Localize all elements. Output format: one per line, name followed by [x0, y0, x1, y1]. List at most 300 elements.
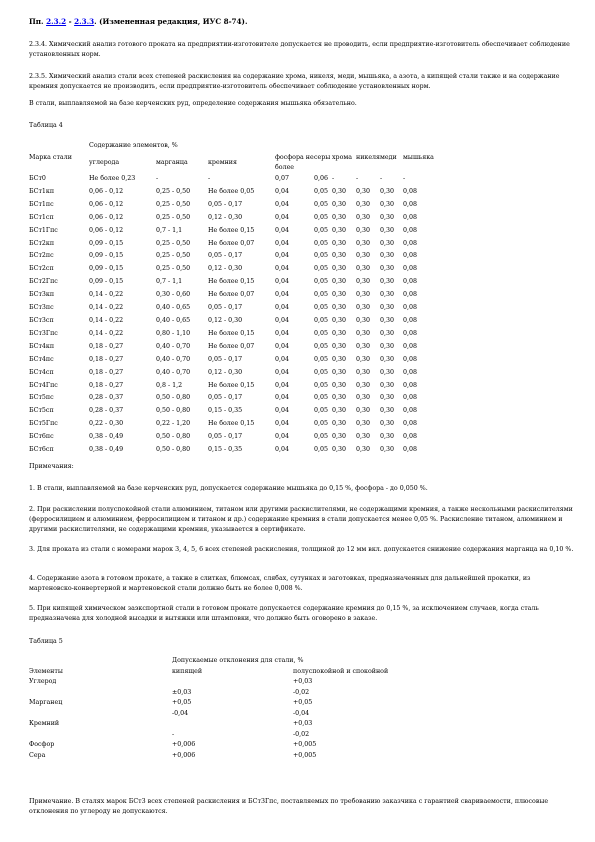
- table4-cell-grade: БСт2кп: [29, 239, 55, 247]
- table4-cell-carbon: 0,18 - 0,27: [89, 342, 124, 350]
- table4-cell-sulfur: 0,05: [314, 187, 329, 195]
- link-2-3-2[interactable]: 2.3.2: [46, 17, 67, 26]
- table4-cell-copper: 0,30: [380, 200, 395, 208]
- table4-cell-nickel: 0,30: [356, 226, 371, 234]
- table4-cell-grade: БСт3кп: [29, 291, 55, 299]
- table4-cell-arsenic: 0,08: [403, 304, 418, 312]
- table4-cell-manganese: 0,25 - 0,50: [156, 252, 191, 260]
- table4-cell-nickel: 0,30: [356, 381, 371, 389]
- table5-row: [29, 677, 433, 688]
- table4-cell-carbon: 0,22 - 0,30: [89, 420, 124, 428]
- section-header: [29, 17, 574, 27]
- table4-cell-arsenic: 0,08: [403, 394, 418, 402]
- table5-element-name: Сера: [29, 751, 46, 759]
- table4-cell-phosphorus: 0,04: [275, 381, 290, 389]
- table4-cell-manganese: 0,50 - 0,80: [156, 407, 191, 415]
- table4-cell-copper: 0,30: [380, 342, 395, 350]
- table4-cell-chromium: 0,30: [332, 278, 347, 286]
- table5-boiling-value: +0,006: [172, 741, 196, 748]
- table4-cell-phosphorus: 0,04: [275, 278, 290, 286]
- table4-cell-sulfur: 0,06: [314, 175, 329, 182]
- table4-cell-arsenic: 0,08: [403, 200, 418, 208]
- table4-col-grade: Марка стали: [29, 154, 72, 161]
- table4-col-manganese: марганца: [156, 159, 188, 166]
- table5-boiling-value: [172, 677, 293, 688]
- table4-cell-silicon: 0,05 - 0,17: [208, 304, 243, 312]
- table4-cell-grade: БСт3сп: [29, 316, 54, 324]
- table4-cell-manganese: 0,40 - 0,70: [156, 355, 191, 363]
- table4-row: [29, 186, 443, 199]
- table4-cell-nickel: 0,30: [356, 329, 371, 337]
- table4-row: [29, 263, 443, 276]
- table4-cell-manganese: 0,40 - 0,65: [156, 304, 191, 312]
- table4-cell-chromium: 0,30: [332, 252, 347, 260]
- table4-cell-arsenic: 0,08: [403, 342, 418, 350]
- table4-cell-manganese: 0,40 - 0,65: [156, 316, 191, 324]
- table4-cell-sulfur: 0,05: [314, 407, 329, 415]
- table4-cell-carbon: 0,14 - 0,22: [89, 329, 124, 337]
- table4-cell-copper: 0,30: [380, 420, 395, 428]
- table4-cell-silicon: 0,12 - 0,30: [208, 368, 243, 376]
- table4-cell-arsenic: 0,08: [403, 187, 418, 195]
- table4-cell-grade: БСт1пс: [29, 200, 54, 208]
- table4-cell-grade: БСт3пс: [29, 304, 54, 312]
- table4-cell-phosphorus: 0,04: [275, 239, 290, 247]
- table4-cell-copper: 0,30: [380, 187, 395, 195]
- table4-cell-chromium: 0,30: [332, 394, 347, 402]
- table4-cell-silicon: 0,05 - 0,17: [208, 200, 243, 208]
- table4-cell-sulfur: 0,05: [314, 420, 329, 428]
- table4-cell-carbon: Не более 0,23: [89, 175, 136, 182]
- table4-cell-manganese: 0,7 - 1,1: [156, 226, 183, 234]
- note-1: 1. В стали, выплавляемой на базе керченских руд, допускается содержание мышьяка до 0,15 %, фосфора - до 0,050 %.: [29, 485, 428, 492]
- table4-cell-nickel: 0,30: [356, 407, 371, 415]
- table4-cell-grade: БСт2пс: [29, 252, 54, 260]
- table5-col-semi: полуспокойной и спокойной: [293, 667, 389, 675]
- table4-cell-arsenic: 0,08: [403, 265, 418, 273]
- table4-cell-phosphorus: 0,04: [275, 200, 290, 208]
- table4-cell-phosphorus: 0,04: [275, 420, 290, 428]
- table5-boiling-value: +0,05: [172, 699, 192, 706]
- table4-cell-phosphorus: 0,04: [275, 407, 290, 415]
- note-4: 4. Содержание азота в готовом прокате, а также в слитках, блюмсах, слябах, сутунках и заготовках, предназначенных для дальнейшей прокатки, из мартеновско-конвертерной и мартеновской стали должно быть не более 0,008 %.: [29, 575, 531, 592]
- table4-cell-copper: 0,30: [380, 381, 395, 389]
- table4-row: [29, 276, 443, 289]
- table4-cell-carbon: 0,14 - 0,22: [89, 316, 124, 324]
- table4-cell-manganese: 0,40 - 0,70: [156, 342, 191, 350]
- table4-col-silicon: кремния: [208, 159, 237, 166]
- table4-cell-copper: 0,30: [380, 226, 395, 234]
- table4-cell-silicon: 0,12 - 0,30: [208, 265, 243, 273]
- table4-cell-phosphorus: 0,04: [275, 226, 290, 234]
- table4-cell-copper: 0,30: [380, 252, 395, 260]
- table4-cell-manganese: 0,25 - 0,50: [156, 187, 191, 195]
- table4-cell-carbon: 0,28 - 0,37: [89, 407, 124, 415]
- table4-row: [29, 380, 443, 393]
- table4-cell-carbon: 0,09 - 0,15: [89, 239, 124, 247]
- table5-semi-value: +0,005: [293, 751, 317, 759]
- table4-cell-copper: 0,30: [380, 433, 395, 441]
- table4-row: [29, 431, 443, 444]
- header-dash: -: [66, 17, 75, 26]
- table4-cell-chromium: 0,30: [332, 407, 347, 415]
- table5-col-element: Элементы: [29, 667, 63, 675]
- table4-cell-silicon: Не более 0,07: [208, 291, 255, 299]
- header-prefix: Пп.: [29, 17, 44, 26]
- table5-element-name: Марганец: [29, 699, 63, 706]
- table4-cell-copper: -: [380, 175, 383, 182]
- paragraph-arsenic: В стали, выплавляемой на базе керченских руд, определение содержания мышьяка обязательно.: [29, 100, 357, 107]
- table4-cell-grade: БСт2сп: [29, 265, 54, 273]
- table4-row: [29, 341, 443, 354]
- table4-row: [29, 405, 443, 418]
- table4-cell-carbon: 0,28 - 0,37: [89, 394, 124, 402]
- table4-cell-nickel: 0,30: [356, 213, 371, 221]
- table4-cell-chromium: 0,30: [332, 355, 347, 363]
- table4-cell-grade: БСт1сп: [29, 213, 54, 221]
- table4-cell-grade: БСт3Гпс: [29, 329, 58, 337]
- table4-cell-carbon: 0,38 - 0,49: [89, 446, 124, 454]
- table4-cell-copper: 0,30: [380, 278, 395, 286]
- table4-cell-chromium: 0,30: [332, 200, 347, 208]
- table5-row: [29, 719, 433, 730]
- table5-semi-value: +0,005: [293, 741, 317, 748]
- table4-cell-manganese: 0,22 - 1,20: [156, 420, 191, 428]
- table5-row: [29, 740, 433, 751]
- table4-cell-nickel: 0,30: [356, 355, 371, 363]
- table4-cell-carbon: 0,06 - 0,12: [89, 187, 124, 195]
- table4-cell-chromium: 0,30: [332, 291, 347, 299]
- table4-cell-sulfur: 0,05: [314, 278, 329, 286]
- table4-cell-grade: БСт4пс: [29, 355, 54, 363]
- table4-cell-copper: 0,30: [380, 213, 395, 221]
- table4-cell-sulfur: 0,05: [314, 239, 329, 247]
- table-4: [29, 141, 443, 457]
- table5-empty-cell: [29, 688, 172, 699]
- table4-cell-arsenic: 0,08: [403, 329, 418, 337]
- table4-col-chromium: хрома: [332, 154, 353, 161]
- table4-cell-chromium: -: [332, 175, 335, 182]
- table4-cell-arsenic: 0,08: [403, 446, 418, 454]
- table4-cell-manganese: -: [156, 175, 159, 182]
- table4-cell-sulfur: 0,05: [314, 355, 329, 363]
- table4-cell-manganese: 0,25 - 0,50: [156, 265, 191, 273]
- table4-cell-copper: 0,30: [380, 265, 395, 273]
- table4-col-copper: меди: [380, 154, 397, 161]
- table4-row: [29, 315, 443, 328]
- note-2: 2. При раскислении полуспокойной стали алюминием, титаном или другими раскислителями, не содержащими кремния, а также нескольными раскислителями (ферросилицием и алюминием, ферросилицием и титаном и др.) содержание кремния в стали допускается менее 0,05 %. Раскисление титаном, алюминием и другими раскислителями, не содержащими кремния, указывается в сертификате.: [29, 506, 573, 533]
- table4-cell-arsenic: 0,08: [403, 381, 418, 389]
- table4-cell-phosphorus: 0,04: [275, 291, 290, 299]
- table5-element-name: Фосфор: [29, 741, 55, 748]
- table4-cell-nickel: 0,30: [356, 200, 371, 208]
- table4-cell-phosphorus: 0,04: [275, 368, 290, 376]
- table4-cell-grade: БСт5сп: [29, 407, 54, 415]
- table4-cell-sulfur: 0,05: [314, 329, 329, 337]
- table4-cell-phosphorus: 0,04: [275, 213, 290, 221]
- table4-cell-grade: БСт6пс: [29, 433, 54, 441]
- table4-cell-phosphorus: 0,04: [275, 252, 290, 260]
- table4-cell-nickel: 0,30: [356, 394, 371, 402]
- table5-row: [29, 730, 433, 741]
- table4-cell-grade: БСт4кп: [29, 342, 55, 350]
- table4-cell-arsenic: 0,08: [403, 239, 418, 247]
- table4-cell-chromium: 0,30: [332, 226, 347, 234]
- table4-cell-manganese: 0,80 - 1,10: [156, 329, 191, 337]
- table4-cell-manganese: 0,50 - 0,80: [156, 394, 191, 402]
- table4-cell-nickel: 0,30: [356, 291, 371, 299]
- table4-cell-chromium: 0,30: [332, 329, 347, 337]
- note-5: 5. При кипящей химическом заэкспортной стали в готовом прокате допускается содержание кремния до 0,15 %, за исключением случаев, когда сталь предназначена для холодной высадки и вытяжки или штамповки, что должно быть оговорено в заказе.: [29, 605, 539, 622]
- table4-cell-copper: 0,30: [380, 407, 395, 415]
- table4-row: [29, 250, 443, 263]
- table4-row: [29, 392, 443, 405]
- table4-cell-manganese: 0,25 - 0,50: [156, 200, 191, 208]
- table4-cell-grade: БСт6сп: [29, 446, 54, 454]
- table4-cell-manganese: 0,40 - 0,70: [156, 368, 191, 376]
- table4-cell-chromium: 0,30: [332, 213, 347, 221]
- table4-cell-nickel: 0,30: [356, 187, 371, 195]
- table4-cell-silicon: Не более 0,07: [208, 239, 255, 247]
- table4-cell-carbon: 0,18 - 0,27: [89, 355, 124, 363]
- table4-row: [29, 444, 443, 457]
- table4-cell-phosphorus: 0,04: [275, 304, 290, 312]
- table4-cell-phosphorus: 0,04: [275, 316, 290, 324]
- table5-caption: Таблица 5: [29, 638, 63, 645]
- table4-cell-phosphorus: 0,04: [275, 265, 290, 273]
- table4-cell-arsenic: 0,08: [403, 316, 418, 324]
- table4-cell-grade: БСт4сп: [29, 368, 54, 376]
- table4-row: [29, 367, 443, 380]
- table5-boiling-value: -: [172, 730, 175, 738]
- table4-cell-grade: БСт1кп: [29, 187, 55, 195]
- table4-cell-manganese: 0,25 - 0,50: [156, 239, 191, 247]
- table4-cell-silicon: 0,15 - 0,35: [208, 446, 243, 454]
- table4-cell-sulfur: 0,05: [314, 200, 329, 208]
- notes-title: Примечания:: [29, 463, 74, 470]
- table4-cell-copper: 0,30: [380, 316, 395, 324]
- table4-row: [29, 289, 443, 302]
- table4-cell-chromium: 0,30: [332, 304, 347, 312]
- table4-cell-phosphorus: 0,04: [275, 187, 290, 195]
- table4-cell-carbon: 0,14 - 0,22: [89, 291, 124, 299]
- table4-cell-phosphorus: 0,07: [275, 175, 290, 182]
- table4-cell-chromium: 0,30: [332, 420, 347, 428]
- table4-cell-carbon: 0,18 - 0,27: [89, 368, 124, 376]
- table4-cell-nickel: 0,30: [356, 304, 371, 312]
- table4-cell-manganese: 0,8 - 1,2: [156, 381, 183, 389]
- table4-cell-silicon: 0,15 - 0,35: [208, 407, 243, 415]
- table4-cell-carbon: 0,09 - 0,15: [89, 265, 124, 273]
- table4-cell-nickel: 0,30: [356, 265, 371, 273]
- table4-cell-phosphorus: 0,04: [275, 394, 290, 402]
- table4-cell-silicon: 0,05 - 0,17: [208, 355, 243, 363]
- table4-cell-sulfur: 0,05: [314, 381, 329, 389]
- table4-cell-phosphorus: 0,04: [275, 433, 290, 441]
- table4-cell-silicon: Не более 0,15: [208, 226, 255, 234]
- table4-cell-copper: 0,30: [380, 368, 395, 376]
- table4-cell-chromium: 0,30: [332, 446, 347, 454]
- table4-cell-sulfur: 0,05: [314, 213, 329, 221]
- table4-cell-copper: 0,30: [380, 291, 395, 299]
- paragraph-2-3-4: 2.3.4. Химический анализ готового проката на предприятии-изготовителе допускается не проводить, если предприятие-изготовитель обеспечивает соблюдение установленных норм.: [29, 41, 570, 58]
- table4-cell-phosphorus: 0,04: [275, 342, 290, 350]
- table5-element-name: Углерод: [29, 678, 57, 685]
- table5-empty-cell: [29, 730, 172, 741]
- table4-cell-nickel: 0,30: [356, 252, 371, 260]
- table4-cell-grade: БСт1Гпс: [29, 226, 58, 234]
- table4-row: [29, 212, 443, 225]
- table4-cell-carbon: 0,06 - 0,12: [89, 226, 124, 234]
- table4-cell-copper: 0,30: [380, 304, 395, 312]
- table4-col-arsenic: мышьяка: [403, 154, 434, 161]
- table4-cell-carbon: 0,06 - 0,12: [89, 200, 124, 208]
- table4-row: [29, 418, 443, 431]
- table4-cell-manganese: 0,7 - 1,1: [156, 278, 183, 286]
- table4-cell-chromium: 0,30: [332, 433, 347, 441]
- table4-cell-carbon: 0,06 - 0,12: [89, 213, 124, 221]
- table4-cell-arsenic: 0,08: [403, 433, 418, 441]
- table4-cell-chromium: 0,30: [332, 342, 347, 350]
- table4-cell-sulfur: 0,05: [314, 368, 329, 376]
- note-3: 3. Для проката из стали с номерами марок 3, 4, 5, 6 всех степеней раскисления, толщиной до 12 мм вкл. допускается снижение содержания марганца на 0,10 %.: [29, 546, 574, 553]
- table4-cell-sulfur: 0,05: [314, 291, 329, 299]
- table4-cell-chromium: 0,30: [332, 239, 347, 247]
- table4-cell-grade: БСт5Гпс: [29, 420, 58, 428]
- table4-cell-silicon: 0,12 - 0,30: [208, 316, 243, 324]
- table4-cell-phosphorus: 0,04: [275, 355, 290, 363]
- table4-cell-arsenic: 0,08: [403, 291, 418, 299]
- link-2-3-3[interactable]: 2.3.3: [74, 17, 95, 26]
- table5-footnote: Примечание. В сталях марок БСт3 всех степеней раскисления и БСт3Гпс, поставляемых по требованию заказчика с гарантией свариваемости, плюсовые отклонения по углероду не допускаются.: [29, 798, 549, 815]
- table4-cell-sulfur: 0,05: [314, 316, 329, 324]
- table4-cell-arsenic: 0,08: [403, 278, 418, 286]
- table4-cell-grade: БСт4Гпс: [29, 381, 58, 389]
- table4-cell-silicon: Не более 0,15: [208, 381, 255, 389]
- table5-boiling-value: +0,006: [172, 751, 196, 759]
- table4-col-sulfur: серы: [314, 154, 331, 161]
- table4-row: [29, 173, 443, 186]
- table4-cell-sulfur: 0,05: [314, 304, 329, 312]
- table4-cell-arsenic: 0,08: [403, 226, 418, 234]
- table4-cell-nickel: 0,30: [356, 239, 371, 247]
- table4-cell-arsenic: 0,08: [403, 420, 418, 428]
- table4-cell-nickel: 0,30: [356, 446, 371, 454]
- table4-cell-sulfur: 0,05: [314, 265, 329, 273]
- table4-cell-silicon: 0,05 - 0,17: [208, 394, 243, 402]
- table4-cell-carbon: 0,14 - 0,22: [89, 304, 124, 312]
- table4-cell-copper: 0,30: [380, 446, 395, 454]
- table5-semi-value: +0,03: [293, 720, 313, 727]
- table4-row: [29, 238, 443, 251]
- table4-cell-silicon: Не более 0,15: [208, 278, 255, 286]
- table4-cell-carbon: 0,38 - 0,49: [89, 433, 124, 441]
- table5-boiling-value: ±0,03: [172, 688, 192, 696]
- table4-row: [29, 354, 443, 367]
- table4-cell-nickel: 0,30: [356, 368, 371, 376]
- table-5: [29, 656, 433, 761]
- table4-cell-silicon: Не более 0,07: [208, 342, 255, 350]
- table4-row: [29, 199, 443, 212]
- table5-boiling-value: -0,04: [172, 709, 189, 717]
- table4-cell-grade: БСт0: [29, 175, 46, 182]
- table4-cell-sulfur: 0,05: [314, 252, 329, 260]
- table4-cell-carbon: 0,09 - 0,15: [89, 278, 124, 286]
- table5-row: [29, 709, 433, 720]
- table4-cell-nickel: 0,30: [356, 342, 371, 350]
- table4-cell-silicon: Не более 0,15: [208, 420, 255, 428]
- table4-cell-copper: 0,30: [380, 329, 395, 337]
- table5-semi-value: -0,02: [293, 688, 310, 696]
- table4-cell-sulfur: 0,05: [314, 342, 329, 350]
- table4-cell-nickel: 0,30: [356, 420, 371, 428]
- table4-cell-manganese: 0,50 - 0,80: [156, 433, 191, 441]
- table4-cell-chromium: 0,30: [332, 265, 347, 273]
- table4-cell-sulfur: 0,05: [314, 446, 329, 454]
- table4-cell-arsenic: 0,08: [403, 407, 418, 415]
- table4-cell-silicon: 0,05 - 0,17: [208, 252, 243, 260]
- table4-cell-manganese: 0,30 - 0,60: [156, 291, 191, 299]
- table4-cell-grade: БСт5пс: [29, 394, 54, 402]
- table4-col-phosphorus: фосфора не более: [275, 154, 314, 171]
- table4-cell-arsenic: 0,08: [403, 213, 418, 221]
- table4-cell-grade: БСт2Гпс: [29, 278, 58, 286]
- table5-group-header: Допускаемые отклонения для стали, %: [172, 657, 304, 664]
- table4-cell-arsenic: 0,08: [403, 355, 418, 363]
- table4-cell-arsenic: 0,08: [403, 252, 418, 260]
- table5-semi-value: -0,04: [293, 709, 310, 717]
- table4-cell-nickel: -: [356, 175, 359, 182]
- table4-cell-chromium: 0,30: [332, 187, 347, 195]
- table4-cell-copper: 0,30: [380, 239, 395, 247]
- header-suffix: . (Измененная редакция, ИУС 8-74).: [94, 17, 248, 26]
- table4-cell-sulfur: 0,05: [314, 394, 329, 402]
- table4-cell-arsenic: 0,08: [403, 368, 418, 376]
- table5-boiling-value: [172, 719, 293, 730]
- table4-cell-carbon: 0,18 - 0,27: [89, 381, 124, 389]
- table4-cell-nickel: 0,30: [356, 278, 371, 286]
- table4-cell-silicon: 0,05 - 0,17: [208, 433, 243, 441]
- table4-header-row: [29, 153, 443, 173]
- table4-cell-chromium: 0,30: [332, 316, 347, 324]
- table5-semi-value: -0,02: [293, 730, 310, 738]
- table4-cell-carbon: 0,09 - 0,15: [89, 252, 124, 260]
- table4-cell-phosphorus: 0,04: [275, 446, 290, 454]
- table4-row: [29, 328, 443, 341]
- table4-cell-chromium: 0,30: [332, 381, 347, 389]
- table5-row: [29, 751, 433, 762]
- table4-cell-nickel: 0,30: [356, 433, 371, 441]
- table4-col-carbon: углерода: [89, 159, 120, 166]
- table5-col-boiling: кипящей: [172, 667, 203, 675]
- table5-semi-value: +0,05: [293, 699, 313, 706]
- table4-col-nickel: никеля: [356, 154, 381, 161]
- table4-cell-chromium: 0,30: [332, 368, 347, 376]
- table4-cell-silicon: Не более 0,05: [208, 187, 255, 195]
- table4-cell-sulfur: 0,05: [314, 226, 329, 234]
- table4-cell-arsenic: -: [403, 175, 406, 182]
- table4-cell-manganese: 0,50 - 0,80: [156, 446, 191, 454]
- table5-semi-value: +0,03: [293, 678, 313, 685]
- table5-row: [29, 698, 433, 709]
- table4-cell-phosphorus: 0,04: [275, 329, 290, 337]
- table4-cell-sulfur: 0,05: [314, 433, 329, 441]
- paragraph-2-3-5: 2.3.5. Химический анализ стали всех степеней раскисления на содержание хрома, никеля, меди, мышьяка, а азота, а кипящей стали также и на содержание кремния допускается не производить, если предприятие-изготовитель обеспечивает соблюдение установленных норм.: [29, 73, 560, 90]
- table5-empty-cell: [29, 709, 172, 720]
- table4-cell-copper: 0,30: [380, 394, 395, 402]
- table4-cell-silicon: Не более 0,15: [208, 329, 255, 337]
- table5-row: [29, 688, 433, 699]
